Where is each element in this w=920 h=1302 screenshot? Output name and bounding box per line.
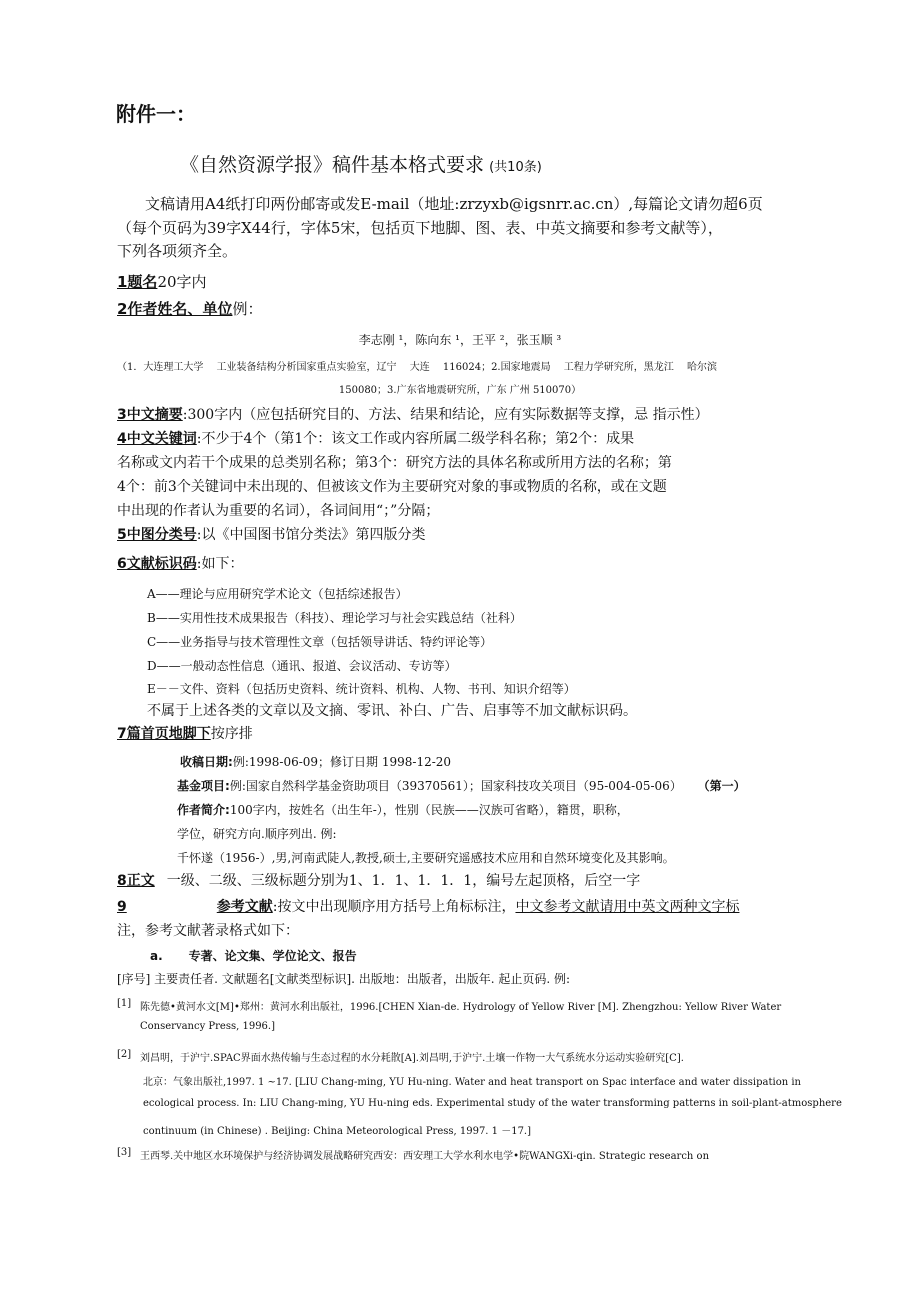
received-label: 收稿日期: [180,755,233,769]
ref-type-a-marker: a. [150,949,163,963]
section-9-text-b: 中文参考文献请用中英文两种文字标 [515,899,740,915]
section-4-line-2: 名称或文内若干个成果的总类别名称；第3个：研究方法的具体名称或所用方法的名称；第 [117,455,672,471]
intro-line-3: 下列各项须齐全。 [117,242,238,260]
bio-label: 作者简介: [177,803,230,817]
section-1-text: 20字内 [157,273,207,291]
author-affiliation-1: （1．大连理工大学 工业装备结构分析国家重点实验室，辽宁 大连 116024；2.国家地震局 工程力学研究所，黑龙江 哈尔滨 [117,362,717,373]
author-names: 李志刚 ¹，陈向东 ¹，王平 ²，张玉顺 ³ [358,333,562,347]
ref-type-a-title: 专著、论文集、学位论文、报告 [188,949,357,963]
title-main: 《自然资源学报》稿件基本格式要求 [180,154,485,176]
doc-code-b: B——实用性技术成果报告（科技）、理论学习与社会实践总结（社科） [147,611,522,625]
ref-3-number: [3] [117,1147,132,1158]
attachment-heading: 附件一： [116,102,196,126]
ref-1-line-1: 陈先德•黄河水文[M]•郑州：黄河水利出版社，1996.[CHEN Xian-de. Hydrology of Yellow River [M]. Zhengzhou: Yellow River Water [140,1002,782,1013]
section-4-line-3: 4个：前3个关键词中未出现的、但被该文作为主要研究对象的事或物质的名称，或在文题 [117,479,667,495]
ref-type-a [150,947,357,964]
fund-tail: （第一） [697,779,746,793]
section-2-label: 2作者姓名、单位 [117,300,233,318]
ref-2-number: [2] [117,1049,132,1060]
section-1-label: 1题名 [117,273,158,291]
section-3-label: 3中文摘要 [117,407,183,423]
received-text: 例:1998-06-09；修订日期 1998-12-20 [232,755,452,769]
ref-2-line-3: ecological process. In: LIU Chang-ming, YU Hu-ning eds. Experimental study of the water transforming patterns in soil-plant-atmosphere [143,1098,842,1109]
section-2-text: 例： [232,300,263,318]
doc-code-d: D——一般动态性信息（通讯、报道、会议活动、专访等） [147,659,457,673]
received-date [180,753,451,770]
section-5 [117,524,425,544]
doc-code-note: 不属于上述各类的文章以及文摘、零讯、补白、广告、启事等不加文献标识码。 [147,703,637,719]
doc-code-c: C——业务指导与技术管理性文章（包括领导讲话、特约评论等） [147,635,493,649]
ref-format: [序号] 主要责任者. 文献题名[文献类型标识]. 出版地：出版者，出版年. 起止页码. 例: [117,972,571,986]
section-6-label: 6文献标识码 [117,556,197,572]
section-9-label: 参考文献 [216,899,273,915]
section-5-label: 5中图分类号 [117,527,197,543]
section-4-line-1: :不少于4个（第1个：该文工作或内容所属二级学科名称；第2个：成果 [196,431,635,447]
author-bio-example: 千怀遂（1956-）,男,河南武陡人,教授,硕士,主要研究遥感技术应用和自然环境变化及其影响。 [177,851,675,865]
section-5-text: :以《中国图书馆分类法》第四版分类 [196,527,426,543]
intro-line-2: （每个页码为39字X44行，字体5宋，包括页下地脚、图、表、中英文摘要和参考文献等）， [117,219,723,237]
fund-label: 基金项目: [177,779,230,793]
ref-3-line-1: 王西琴.关中地区水环境保护与经济协调发展战略研究西安：西安理工大学水利水电学•院WANGXi-qin. Strategic research on [140,1151,710,1162]
fund-text: 例:国家自然科学基金资助项目（39370561）；国家科技攻关项目（95-004-05-06） [229,779,682,793]
section-9 [117,896,739,916]
section-8-text: 一级、二级、三级标题分别为1、1．1、1．1．1，编号左起顶格，后空一字 [166,873,641,889]
section-8 [117,870,640,890]
ref-1-number: [1] [117,998,132,1009]
fund-project [177,777,746,794]
ref-2-line-1: 刘昌明，于沪宁.SPAC界面水热传输与生态过程的水分耗散[A].刘昌明,于沪宁.土壤一作物一大气系统水分运动实验研究[C]. [140,1053,684,1064]
section-7 [117,723,253,743]
section-7-label: 7篇首页地脚下 [117,726,211,742]
bio-text: 100字内，按姓名（出生年-），性别（民族——汉族可省略），籍贯，职称， [229,803,629,817]
section-4-label: 4中文关键词 [117,431,197,447]
section-4 [117,428,634,448]
section-3-text: :300字内（应包括研究目的、方法、结果和结论，应有实际数据等支撑，忌 指示性） [182,407,709,423]
section-7-text: 按序排 [210,726,253,742]
author-bio-line-2: 学位，研究方向.顺序列出. 例: [177,827,337,841]
section-6 [117,553,243,573]
author-bio [177,801,629,818]
author-affiliation-2: 150080；3.广东省地震研究所，广东 广州 510070） [338,385,582,396]
section-9-line-2: 注，参考文献著录格式如下： [117,923,299,939]
title-count: (共10条) [489,160,542,175]
ref-2-line-4: continuum (in Chinese) . Beijing: China Meteorological Press, 1997. 1 －17.] [143,1126,532,1137]
ref-1-line-2: Conservancy Press, 1996.] [140,1021,275,1032]
section-9-text-a: :按文中出现顺序用方括号上角标标注， [272,899,516,915]
document-title [180,150,542,177]
section-8-label: 8正文 [117,873,155,889]
ref-2-line-2: 北京：气象出版社,1997. 1 ~17. [LIU Chang-ming, YU Hu-ning. Water and heat transport on Spac interface and water dissipation in [143,1077,801,1088]
section-2 [117,298,262,319]
section-9-number: 9 [117,899,127,915]
section-1 [117,271,207,292]
section-4-line-4: 中出现的作者认为重要的名词），各词间用“；”分隔； [117,503,440,519]
doc-code-a: A——理论与应用研究学术论文（包括综述报告） [147,587,408,601]
section-3 [117,404,709,424]
doc-code-e: E－－文件、资料（包括历史资料、统计资料、机构、人物、书刊、知识介绍等） [147,682,576,696]
section-6-text: :如下： [196,556,244,572]
intro-line-1: 文稿请用A4纸打印两份邮寄或发E-mail（地址:zrzyxb@igsnrr.ac.cn）,每篇论文请勿超6页 [145,195,763,213]
